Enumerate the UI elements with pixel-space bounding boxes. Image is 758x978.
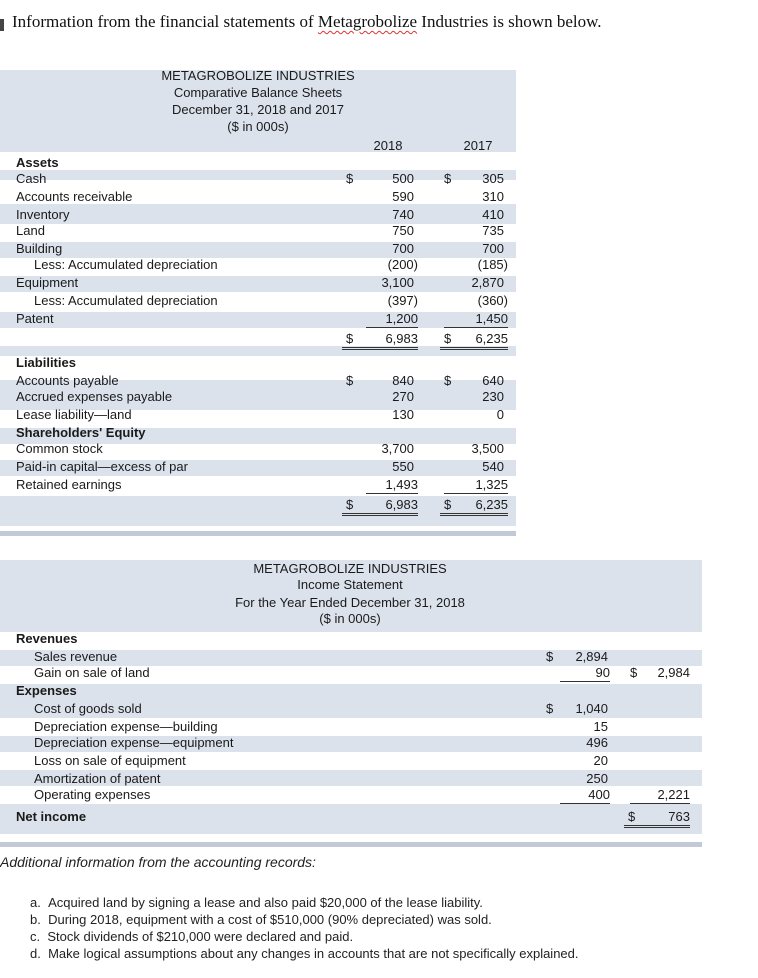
asset-2018: (397) (387, 293, 418, 308)
asset-2018: 3,100 (381, 275, 414, 290)
asset-2018: 750 (392, 223, 414, 238)
revenues-heading: Revenues (16, 631, 78, 646)
revenue-label: Sales revenue (34, 649, 118, 664)
expense-label: Cost of goods sold (34, 701, 142, 716)
expense-amount: 15 (593, 719, 608, 734)
dollar-sign: $ (346, 373, 354, 388)
revenue-label: Gain on sale of land (34, 665, 150, 680)
dollar-sign: $ (630, 665, 638, 680)
equity-label: Common stock (16, 441, 103, 456)
bs-year-2018: 2018 (373, 138, 403, 153)
asset-2018: 740 (392, 207, 414, 222)
expense-amount: 400 (560, 787, 610, 804)
info-item-a: a. Acquired land by signing a lease and also paid $20,000 of the lease liability. (30, 895, 483, 910)
is-statement-name: Income Statement (297, 577, 403, 592)
expense-label: Operating expenses (34, 787, 151, 802)
dollar-sign: $ (628, 809, 636, 824)
left-edge-marker (0, 19, 4, 31)
dollar-sign: $ (346, 497, 354, 512)
expense-label: Amortization of patent (34, 771, 161, 786)
asset-2018: 500 (392, 171, 414, 186)
liability-label: Lease liability—land (16, 407, 132, 422)
revenue-amount: 2,894 (575, 649, 608, 664)
asset-2017: 310 (482, 189, 504, 204)
equity-2018: 3,700 (381, 441, 414, 456)
asset-2017: (360) (477, 293, 508, 308)
info-item-c: c. Stock dividends of $210,000 were declared and paid. (30, 929, 354, 944)
asset-label: Land (16, 223, 45, 238)
liability-label: Accrued expenses payable (16, 389, 173, 404)
asset-label: Equipment (16, 275, 79, 290)
equity-2017: 1,325 (444, 477, 508, 494)
bs-date: December 31, 2018 and 2017 (171, 102, 344, 117)
liability-label: Accounts payable (16, 373, 119, 388)
liability-2018: 270 (392, 389, 414, 404)
asset-label: Less: Accumulated depreciation (34, 293, 218, 308)
liability-2017: 0 (496, 407, 504, 422)
expense-label: Depreciation expense—equipment (34, 735, 234, 750)
dollar-sign: $ (346, 171, 354, 186)
asset-label: Building (16, 241, 63, 256)
total-le-2018: 6,983 (342, 497, 418, 516)
additional-info-list (30, 894, 579, 962)
info-item-b: b. During 2018, equipment with a cost of $510,000 (90% depreciated) was sold. (30, 912, 492, 927)
asset-2017: 2,870 (471, 275, 504, 290)
is-period: For the Year Ended December 31, 2018 (235, 595, 465, 610)
additional-info-title: Additional information from the accounting records: (0, 854, 316, 870)
is-units: ($ in 000s) (319, 611, 381, 626)
liability-2018: 840 (392, 373, 414, 388)
liability-2017: 230 (482, 389, 504, 404)
revenue-amount: 90 (560, 665, 610, 682)
equity-2018: 550 (392, 459, 414, 474)
asset-2018: 1,200 (366, 311, 418, 328)
asset-2017: 700 (482, 241, 504, 256)
dollar-sign: $ (444, 497, 452, 512)
asset-2017: 1,450 (444, 311, 508, 328)
asset-2018: (200) (387, 257, 418, 272)
equity-heading: Shareholders' Equity (16, 425, 146, 440)
liabilities-heading: Liabilities (16, 355, 76, 370)
assets-heading: Assets (16, 155, 59, 170)
expense-amount: 496 (586, 735, 608, 750)
equity-2017: 3,500 (471, 441, 504, 456)
equity-label: Retained earnings (16, 477, 122, 492)
equity-2018: 1,493 (366, 477, 418, 494)
expense-amount: 20 (593, 753, 608, 768)
dollar-sign: $ (546, 649, 554, 664)
asset-label: Accounts receivable (16, 189, 133, 204)
asset-2017: 735 (482, 223, 504, 238)
expense-label: Loss on sale of equipment (34, 753, 186, 768)
asset-2017: 410 (482, 207, 504, 222)
net-income-label: Net income (16, 809, 87, 824)
dollar-sign: $ (346, 331, 354, 346)
asset-label: Cash (16, 171, 47, 186)
total-assets-2018: 6,983 (342, 331, 418, 350)
bs-company: METAGROBOLIZE INDUSTRIES (161, 68, 355, 83)
total-le-2017: 6,235 (440, 497, 508, 516)
net-income-amount: 763 (624, 809, 690, 828)
equity-label: Paid-in capital—excess of par (16, 459, 188, 474)
asset-2018: 590 (392, 189, 414, 204)
liability-2018: 130 (392, 407, 414, 422)
asset-2018: 700 (392, 241, 414, 256)
revenues-total: 2,984 (657, 665, 690, 680)
asset-label: Patent (16, 311, 54, 326)
bs-statement-name: Comparative Balance Sheets (173, 85, 343, 100)
expenses-heading: Expenses (16, 683, 77, 698)
dollar-sign: $ (444, 373, 452, 388)
expenses-total: 2,221 (630, 787, 690, 804)
expense-amount: 1,040 (575, 701, 608, 716)
equity-2017: 540 (482, 459, 504, 474)
asset-label: Inventory (16, 207, 70, 222)
is-company: METAGROBOLIZE INDUSTRIES (253, 561, 447, 576)
asset-2017: 305 (482, 171, 504, 186)
bs-units: ($ in 000s) (227, 119, 289, 134)
intro-text: Information from the financial statements of Metagrobolize Industries is shown below. (12, 12, 602, 31)
dollar-sign: $ (444, 171, 452, 186)
spellcheck-word: Metagrobolize (317, 12, 418, 31)
asset-label: Less: Accumulated depreciation (34, 257, 218, 272)
bs-year-2017: 2017 (463, 138, 493, 153)
liability-2017: 640 (482, 373, 504, 388)
dollar-sign: $ (546, 701, 554, 716)
asset-2017: (185) (477, 257, 508, 272)
expense-label: Depreciation expense—building (34, 719, 218, 734)
expense-amount: 250 (586, 771, 608, 786)
info-item-d: d. Make logical assumptions about any changes in accounts that are not specifically explained. (30, 946, 579, 961)
dollar-sign: $ (444, 331, 452, 346)
total-assets-2017: 6,235 (440, 331, 508, 350)
